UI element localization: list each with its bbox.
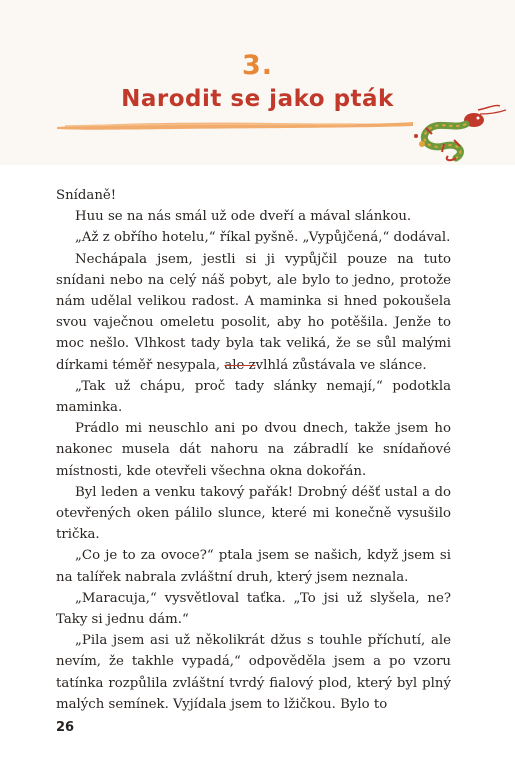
paragraph: „Maracuja,“ vysvětloval taťka. „To jsi už slyšela, ne? Taky si jednu dám.“ xyxy=(56,590,451,628)
paragraph: „Až z obřího hotelu,“ říkal pyšně. „Vypůjčená,“ dodával. xyxy=(75,230,451,246)
page-number: 26 xyxy=(56,720,75,735)
chapter-title: Narodit se jako pták xyxy=(121,86,394,112)
paragraph: Snídaně! xyxy=(56,188,117,203)
paragraph-text: vlhlá zůstávala ve slánce. xyxy=(255,357,427,373)
paragraph: „Co je to za ovoce?“ ptala jsem se našich, když jsem si na talířek nabrala zvláštní druh, který jsem neznala. xyxy=(56,548,451,585)
body-text xyxy=(56,185,451,715)
paragraph: „Tak už chápu, proč tady slánky nemají,“ podotkla maminka. xyxy=(56,378,451,416)
paragraph: „Pila jsem asi už několikrát džus s touhle příchutí, ale nevím, že takhle vypadá,“ odpověděla jsem a po vzoru tatínka rozpůlila zvláštní tvrdý fialový plod, který byl plný malých semínek. Vyjídala jsem to lžičkou. Bylo to xyxy=(56,633,451,712)
struck-text: ale z xyxy=(224,357,256,373)
chapter-number: 3. xyxy=(241,50,274,81)
paragraph: Prádlo mi neuschlo ani po dvou dnech, takže jsem ho nakonec musela dát nahoru na zábradlí ke snídaňové místnosti, kde otevřeli všechna okna dokořán. xyxy=(56,421,451,479)
paragraph: Byl leden a venku takový pařák! Drobný déšť ustal a do otevřených oken pálilo slunce, které mi konečně vysušilo trička. xyxy=(56,484,451,543)
brush-stroke-decoration xyxy=(55,118,415,132)
paragraph-text: Nechápala jsem, jestli si ji vypůjčil pouze na tuto snídani nebo na celý náš pobyt, ale bylo to jedno, protože nám udělal velikou radost. A maminka si hned pokoušela svou vaječnou omeletu posolit, aby ho potěšila. Jenže to moc nešlo. Vlhkost tady byla tak veliká, že se sůl malými dírkami téměř nesypala, xyxy=(56,251,451,373)
paragraph: Huu se na nás smál už ode dveří a mával slánkou. xyxy=(75,209,412,225)
dragon-illustration xyxy=(408,100,508,164)
paragraph xyxy=(56,249,451,376)
